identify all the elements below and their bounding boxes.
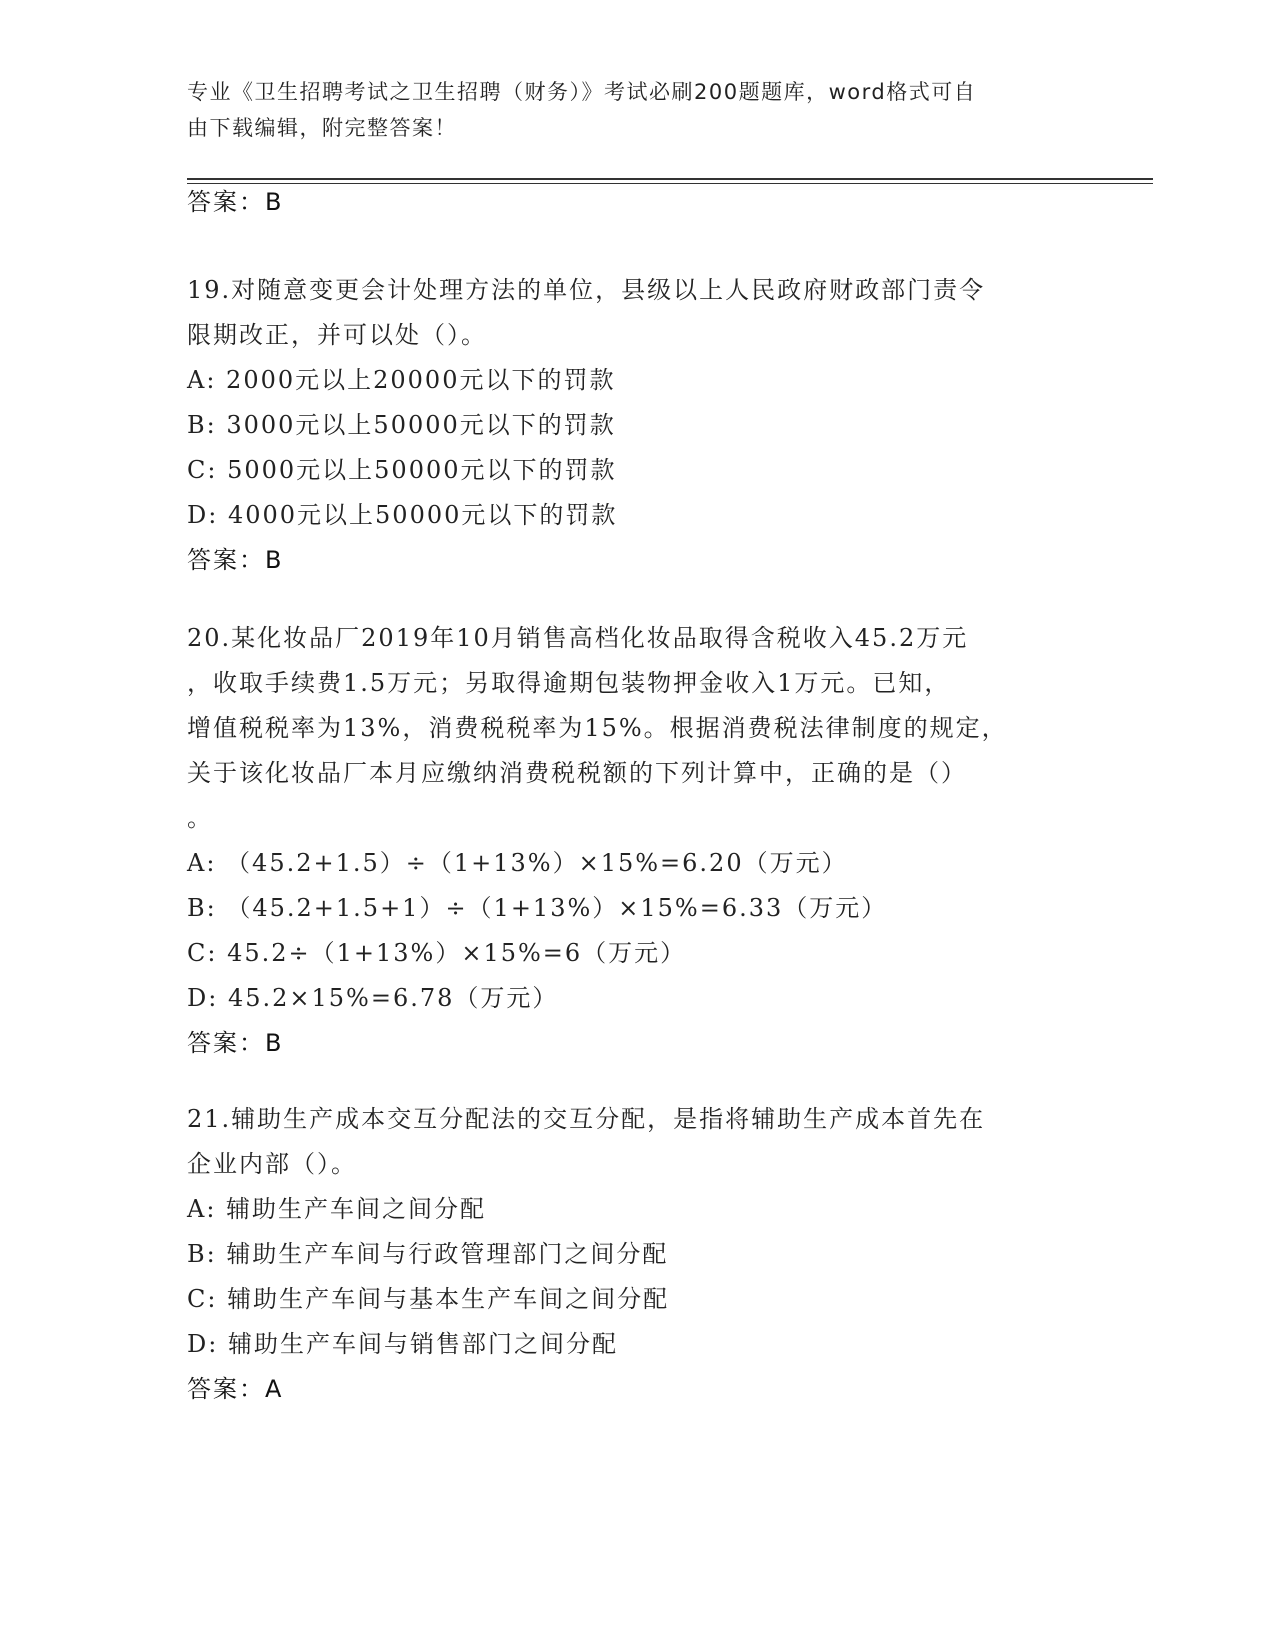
question-20 [187,616,1087,1066]
question-stem-line: 增值税税率为13%，消费税税率为15%。根据消费税法律制度的规定， [187,714,1008,742]
previous-answer-block [187,180,1087,225]
question-stem-line: ，收取手续费1.5万元；另取得逾期包装物押金收入1万元。已知， [187,669,951,697]
question-stem-line: 限期改正，并可以处（）。 [187,321,487,349]
question-stem-line: 关于该化妆品厂本月应缴纳消费税税额的下列计算中，正确的是（） [187,759,967,787]
question-19 [187,268,1087,583]
question-stem-line: 21.辅助生产成本交互分配法的交互分配，是指将辅助生产成本首先在 [187,1105,986,1133]
answer-label: 答案：B [187,546,284,574]
option-a: A: 2000元以上20000元以下的罚款 [187,366,616,394]
option-b: B: 3000元以上50000元以下的罚款 [187,411,616,439]
option-d: D: 45.2×15%=6.78（万元） [187,984,559,1012]
option-c: C: 5000元以上50000元以下的罚款 [187,456,617,484]
option-c: C: 辅助生产车间与基本生产车间之间分配 [187,1285,670,1313]
header-line-1: 专业《卫生招聘考试之卫生招聘（财务）》考试必刷200题题库，word格式可自 [187,80,977,104]
answer-label: 答案：A [187,1375,284,1403]
answer-label: 答案：B [187,188,284,216]
question-stem-line: 20.某化妆品厂2019年10月销售高档化妆品取得含税收入45.2万元 [187,624,969,652]
page-header [187,74,1067,146]
option-a: A: （45.2+1.5）÷（1+13%）×15%=6.20（万元） [187,849,848,877]
question-21 [187,1097,1087,1412]
header-line-2: 由下载编辑，附完整答案！ [187,116,457,140]
option-d: D: 4000元以上50000元以下的罚款 [187,501,618,529]
answer-label: 答案：B [187,1029,284,1057]
option-b: B: 辅助生产车间与行政管理部门之间分配 [187,1240,669,1268]
option-a: A: 辅助生产车间之间分配 [187,1195,487,1223]
option-c: C: 45.2÷（1+13%）×15%=6（万元） [187,939,687,967]
option-b: B: （45.2+1.5+1）÷（1+13%）×15%=6.33（万元） [187,894,888,922]
question-stem-line: 19.对随意变更会计处理方法的单位，县级以上人民政府财政部门责令 [187,276,986,304]
question-stem-line: 企业内部（）。 [187,1150,357,1178]
question-stem-line: 。 [187,804,213,832]
option-d: D: 辅助生产车间与销售部门之间分配 [187,1330,618,1358]
